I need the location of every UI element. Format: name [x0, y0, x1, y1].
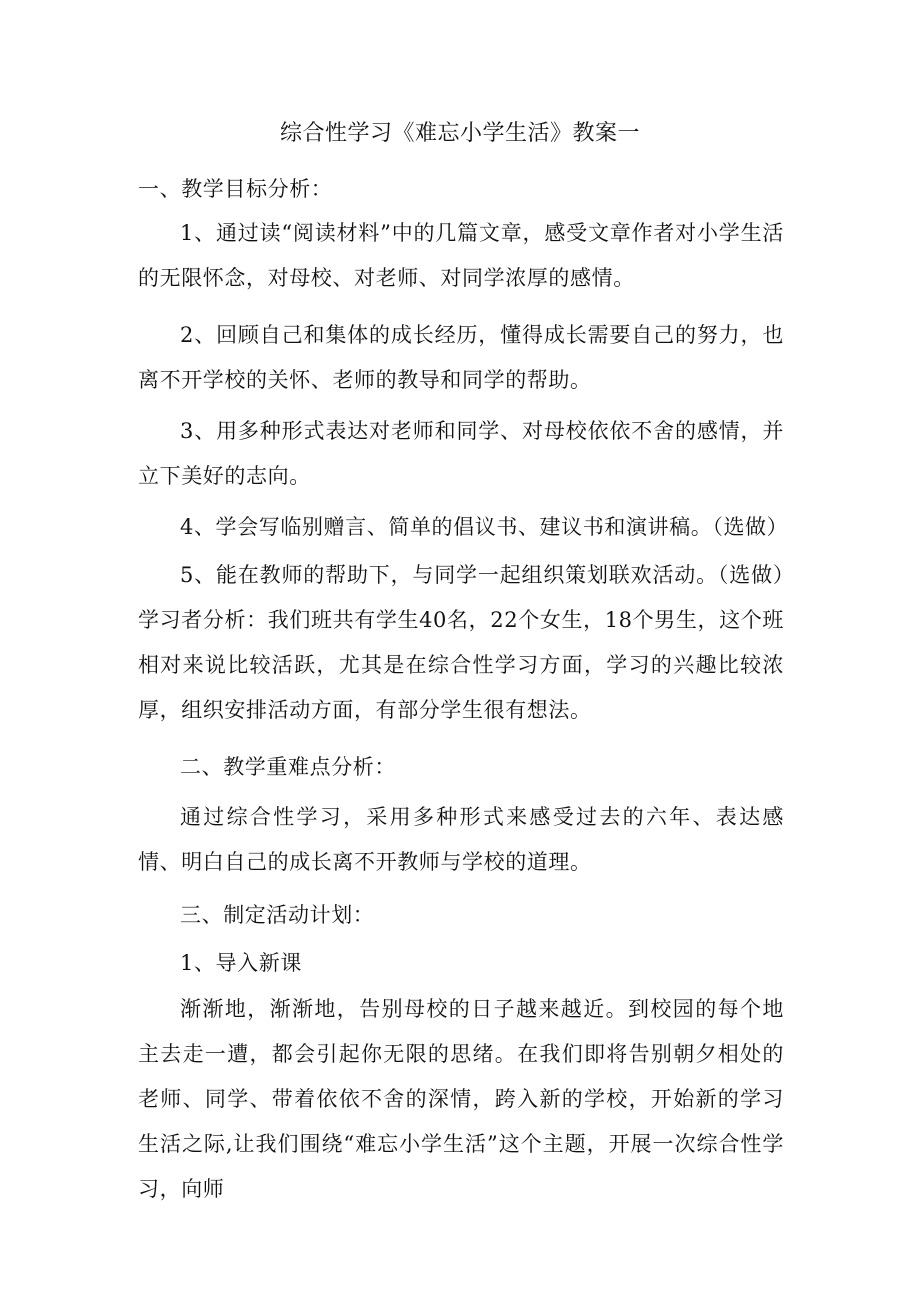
goal-2: 2、回顾自己和集体的成长经历，懂得成长需要自己的努力，也离不开学校的关怀、老师的教导和同学的帮助。: [138, 323, 784, 392]
page-title: 综合性学习《难忘小学生活》教案一: [279, 121, 640, 146]
goal-4: 4、学会写临别赠言、简单的倡议书、建议书和演讲稿。（选做）: [180, 515, 789, 539]
goal-3: 3、用多种形式表达对老师和同学、对母校依依不舍的感情，并立下美好的志向。: [138, 419, 784, 488]
section2-heading: 二、教学重难点分析：: [180, 755, 396, 779]
goal-1: 1、通过读“阅读材料”中的几篇文章，感受文章作者对小学生活的无限怀念，对母校、对老师、对同学浓厚的感情。: [138, 221, 784, 290]
section3-heading: 三、制定活动计划：: [180, 903, 375, 927]
step1-heading: 1、导入新课: [180, 951, 302, 975]
section1-heading: 一、教学目标分析：: [138, 177, 333, 201]
section2-body: 通过综合性学习，采用多种形式来感受过去的六年、表达感情、明白自己的成长离不开教师与学校的道理。: [138, 805, 784, 874]
step1-body: 渐渐地，渐渐地，告别母校的日子越来越近。到校园的每个地主去走一遭，都会引起你无限的思绪。在我们即将告别朝夕相处的老师、同学、带着依依不舍的深情，跨入新的学校，开始新的学习生活之际,让我们围绕“难忘小学生活”这个主题，开展一次综合性学习，向师: [138, 997, 784, 1201]
goal-5: 5、能在教师的帮助下，与同学一起组织策划联欢活动。（选做）学习者分析：我们班共有学生40名，22个女生，18个男生，这个班相对来说比较活跃，尤其是在综合性学习方面，学习的兴趣比较浓厚，组织安排活动方面，有部分学生很有想法。: [138, 563, 784, 722]
